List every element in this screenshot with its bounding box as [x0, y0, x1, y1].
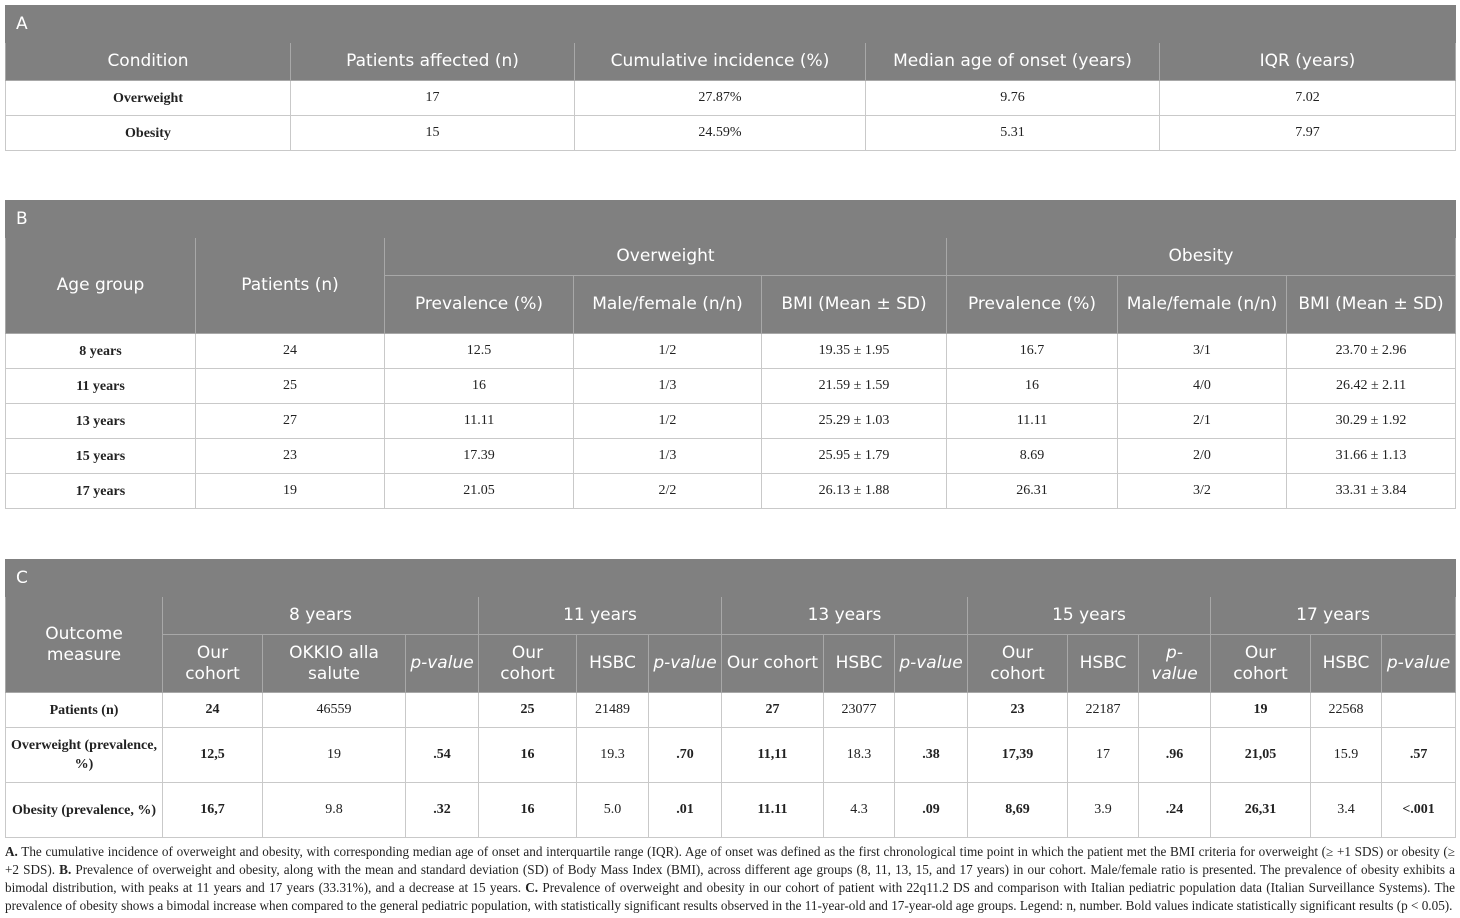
cell: .96 [1139, 728, 1211, 783]
cell: 11.11 [385, 404, 574, 439]
cell [895, 693, 968, 728]
cell: 1/3 [574, 439, 762, 474]
cell: 15.9 [1311, 728, 1382, 783]
cell: 2/0 [1118, 439, 1287, 474]
cell: 16 [479, 728, 577, 783]
cell: 7.97 [1160, 116, 1456, 151]
header-ob-bmi: BMI (Mean ± SD) [1287, 276, 1456, 334]
cell: 23077 [824, 693, 895, 728]
header-our-cohort: Our cohort [163, 635, 263, 693]
table-row [6, 81, 1456, 116]
cell [406, 693, 479, 728]
cell: 22568 [1311, 693, 1382, 728]
cell: 25.29 ± 1.03 [762, 404, 947, 439]
header-ob-prevalence: Prevalence (%) [947, 276, 1118, 334]
cell: 46559 [263, 693, 406, 728]
header-hsbc: HSBC [1068, 635, 1139, 693]
header-outcome-measure: Outcome measure [6, 597, 163, 693]
header-p-value: p-value [1382, 635, 1456, 693]
cell: 26,31 [1211, 783, 1311, 838]
cell: 24 [163, 693, 263, 728]
cell [1139, 693, 1211, 728]
cell: 27 [722, 693, 824, 728]
cell: 30.29 ± 1.92 [1287, 404, 1456, 439]
cell: 16.7 [947, 334, 1118, 369]
cell: 8,69 [968, 783, 1068, 838]
header-group-8-years: 8 years [163, 597, 479, 635]
caption-text-a: The cumulative incidence of overweight and obesity, with corresponding median age of onset and interquartile range (IQR). Age of onset was defined as the first chronological time point in which the patient met the BMI criteria for overweight (≥ +1 SDS) or obesity (≥ +2 SDS). [5, 844, 1455, 877]
row-label: Obesity (prevalence, %) [6, 783, 163, 838]
cell: 16 [947, 369, 1118, 404]
cell: 3.9 [1068, 783, 1139, 838]
cell: 11.11 [947, 404, 1118, 439]
table-c [5, 559, 1456, 838]
table-b [5, 200, 1456, 509]
row-label: Patients (n) [6, 693, 163, 728]
cell: .38 [895, 728, 968, 783]
cell: 9.8 [263, 783, 406, 838]
header-ow-prevalence: Prevalence (%) [385, 276, 574, 334]
cell: 3.4 [1311, 783, 1382, 838]
row-label: 15 years [6, 439, 196, 474]
cell: 5.0 [577, 783, 649, 838]
cell: .24 [1139, 783, 1211, 838]
cell: 27.87% [575, 81, 866, 116]
header-median-age: Median age of onset (years) [866, 43, 1160, 81]
cell: 23.70 ± 2.96 [1287, 334, 1456, 369]
cell: 3/2 [1118, 474, 1287, 509]
table-row [6, 439, 1456, 474]
cell: .32 [406, 783, 479, 838]
header-our-cohort: Our cohort [968, 635, 1068, 693]
cell: 4/0 [1118, 369, 1287, 404]
header-patients: Patients (n) [196, 238, 385, 334]
header-p-value: p-value [649, 635, 722, 693]
cell: 15 [291, 116, 575, 151]
table-row [6, 404, 1456, 439]
table-row [6, 334, 1456, 369]
cell: 23 [968, 693, 1068, 728]
header-hsbc: HSBC [824, 635, 895, 693]
cell: 19 [1211, 693, 1311, 728]
cell: 19.35 ± 1.95 [762, 334, 947, 369]
cell: 16 [479, 783, 577, 838]
header-p-value: p-value [1139, 635, 1211, 693]
header-p-value: p-value [895, 635, 968, 693]
cell [1382, 693, 1456, 728]
table-row [6, 693, 1456, 728]
cell: 25 [479, 693, 577, 728]
cell: 17 [291, 81, 575, 116]
header-patients-affected: Patients affected (n) [291, 43, 575, 81]
table-row [6, 783, 1456, 838]
cell: 1/2 [574, 334, 762, 369]
cell: 8.69 [947, 439, 1118, 474]
cell: 12,5 [163, 728, 263, 783]
cell [649, 693, 722, 728]
section-label-a: A [6, 6, 1456, 43]
header-obesity: Obesity [947, 238, 1456, 276]
caption-text-b: Prevalence of overweight and obesity, along with the mean and standard deviation (SD) of Body Mass Index (BMI), across different age groups (8, 11, 13, 15, and 17 years) in our cohort. Male/female ratio is presented. The prevalence of obesity exhibits a bimodal distribution, with peaks at 11 years and 17 years (33.31%), and a decrease at 15 years. [5, 862, 1455, 895]
header-overweight: Overweight [385, 238, 947, 276]
cell: 17 [1068, 728, 1139, 783]
header-our-cohort: Our cohort [722, 635, 824, 693]
header-ow-male-female: Male/female (n/n) [574, 276, 762, 334]
cell: 26.31 [947, 474, 1118, 509]
section-label-b: B [6, 201, 1456, 238]
cell: 25.95 ± 1.79 [762, 439, 947, 474]
cell: 18.3 [824, 728, 895, 783]
cell: 17.39 [385, 439, 574, 474]
cell: .54 [406, 728, 479, 783]
cell: 24.59% [575, 116, 866, 151]
cell: 1/2 [574, 404, 762, 439]
cell: 2/2 [574, 474, 762, 509]
cell: 22187 [1068, 693, 1139, 728]
cell: 21,05 [1211, 728, 1311, 783]
row-label: 11 years [6, 369, 196, 404]
cell: .01 [649, 783, 722, 838]
table-row [6, 369, 1456, 404]
header-okkio: OKKIO alla salute [263, 635, 406, 693]
cell: 24 [196, 334, 385, 369]
cell: 7.02 [1160, 81, 1456, 116]
table-row [6, 728, 1456, 783]
caption-text-c: Prevalence of overweight and obesity in our cohort of patient with 22q11.2 DS and comparison with Italian pediatric population data (Italian Surveillance Systems). The prevalence of obesity shows a bimodal increase when compared to the general pediatric population, with statistically significant results observed in the 11-year-old and 17-year-old age groups. Legend: n, number. Bold values indicate statistically significant results (p < 0.05). [5, 880, 1455, 913]
caption-label-b: B. [59, 862, 72, 877]
row-label: 17 years [6, 474, 196, 509]
caption-label-c: C. [525, 880, 539, 895]
cell: .70 [649, 728, 722, 783]
cell: 9.76 [866, 81, 1160, 116]
cell: 26.13 ± 1.88 [762, 474, 947, 509]
header-our-cohort: Our cohort [479, 635, 577, 693]
header-group-11-years: 11 years [479, 597, 722, 635]
row-label: Overweight [6, 81, 291, 116]
header-ow-bmi: BMI (Mean ± SD) [762, 276, 947, 334]
cell: 21489 [577, 693, 649, 728]
table-row [6, 116, 1456, 151]
row-label: Obesity [6, 116, 291, 151]
section-label-c: C [6, 560, 1456, 597]
cell: 25 [196, 369, 385, 404]
header-our-cohort: Our cohort [1211, 635, 1311, 693]
cell: .09 [895, 783, 968, 838]
cell: 23 [196, 439, 385, 474]
header-cumulative-incidence: Cumulative incidence (%) [575, 43, 866, 81]
cell: 2/1 [1118, 404, 1287, 439]
cell: 21.05 [385, 474, 574, 509]
header-age-group: Age group [6, 238, 196, 334]
row-label: Overweight (prevalence, %) [6, 728, 163, 783]
table-a [5, 5, 1456, 151]
cell: 19 [263, 728, 406, 783]
row-label: 8 years [6, 334, 196, 369]
header-hsbc: HSBC [577, 635, 649, 693]
caption-label-a: A. [5, 844, 18, 859]
header-p-value: p-value [406, 635, 479, 693]
cell: 11,11 [722, 728, 824, 783]
cell: 19.3 [577, 728, 649, 783]
header-group-13-years: 13 years [722, 597, 968, 635]
header-hsbc: HSBC [1311, 635, 1382, 693]
row-label: 13 years [6, 404, 196, 439]
cell: 33.31 ± 3.84 [1287, 474, 1456, 509]
cell: 26.42 ± 2.11 [1287, 369, 1456, 404]
header-ob-male-female: Male/female (n/n) [1118, 276, 1287, 334]
cell: 21.59 ± 1.59 [762, 369, 947, 404]
table-caption [5, 843, 1455, 915]
cell: 27 [196, 404, 385, 439]
cell: 16,7 [163, 783, 263, 838]
header-iqr: IQR (years) [1160, 43, 1456, 81]
header-group-17-years: 17 years [1211, 597, 1456, 635]
cell: .57 [1382, 728, 1456, 783]
cell: 31.66 ± 1.13 [1287, 439, 1456, 474]
header-group-15-years: 15 years [968, 597, 1211, 635]
cell: 17,39 [968, 728, 1068, 783]
cell: 4.3 [824, 783, 895, 838]
cell: 3/1 [1118, 334, 1287, 369]
cell: 12.5 [385, 334, 574, 369]
header-condition: Condition [6, 43, 291, 81]
table-row [6, 474, 1456, 509]
cell: 5.31 [866, 116, 1160, 151]
cell: 16 [385, 369, 574, 404]
cell: <.001 [1382, 783, 1456, 838]
cell: 1/3 [574, 369, 762, 404]
cell: 11.11 [722, 783, 824, 838]
cell: 19 [196, 474, 385, 509]
